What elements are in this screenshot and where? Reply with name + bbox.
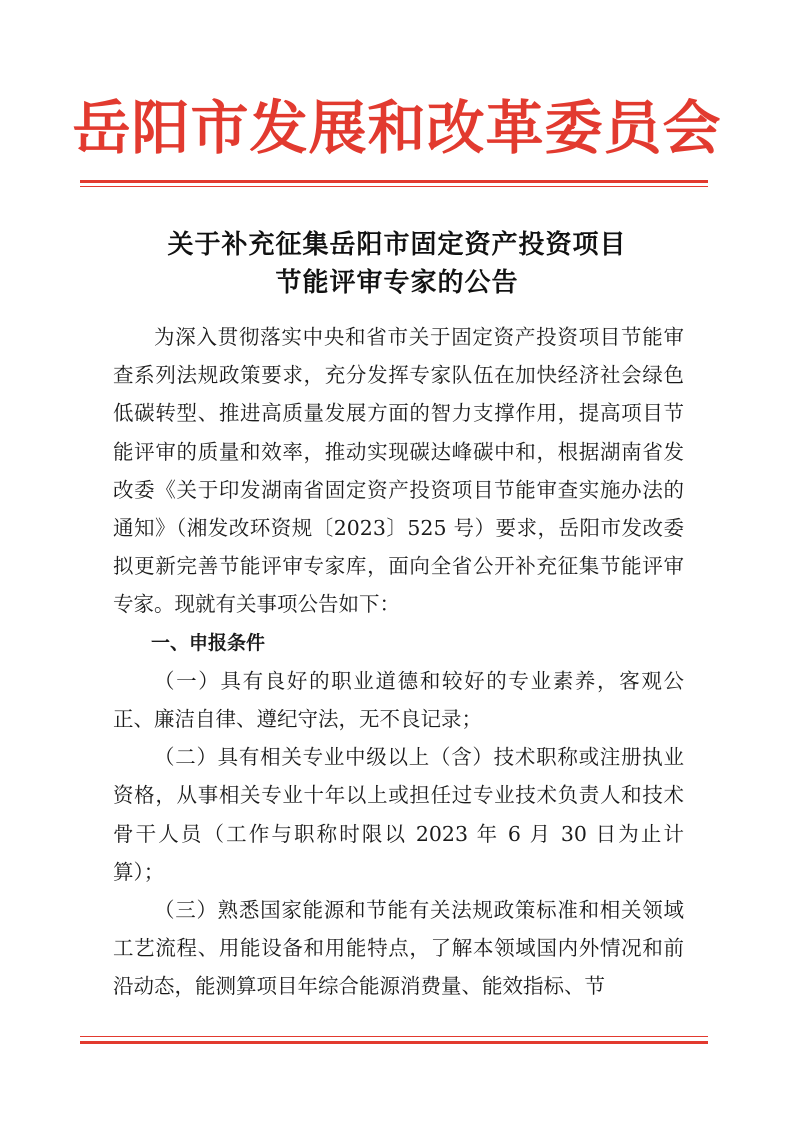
condition-item-1: （一）具有良好的职业道德和较好的专业素养，客观公正、廉洁自律、遵纪守法，无不良记录；: [113, 668, 684, 732]
masthead-org-name: 岳阳市发展和改革委员会: [72, 94, 722, 162]
document-body: [113, 318, 684, 1006]
footer-rule-thick: [80, 1041, 708, 1044]
document-title-line1: 关于补充征集岳阳市固定资产投资项目: [167, 230, 627, 260]
section-heading-conditions: 一、申报条件: [151, 631, 266, 654]
footer-rule-thin: [80, 1036, 708, 1037]
header-rule-thick: [80, 180, 708, 183]
condition-item-2: （二）具有相关专业中级以上（含）技术职称或注册执业资格，从事相关专业十年以上或担任过专业技术负责人和技术骨干人员（工作与职称时限以 2023 年 6 月 30 日为止计算）；: [113, 745, 684, 884]
document-title-line2: 节能评审专家的公告: [275, 268, 519, 298]
condition-item-3: （三）熟悉国家能源和节能有关法规政策标准和相关领域工艺流程、用能设备和用能特点，了解本领域国内外情况和前沿动态，能测算项目年综合能源消费量、能效指标、节: [113, 898, 684, 999]
intro-paragraph: 为深入贯彻落实中央和省市关于固定资产投资项目节能审查系列法规政策要求，充分发挥专家队伍在加快经济社会绿色低碳转型、推进高质量发展方面的智力支撑作用，提高项目节能评审的质量和效率，推动实现碳达峰碳中和，根据湖南省发改委《关于印发湖南省固定资产投资项目节能审查实施办法的通知》（湘发改环资规〔2023〕525 号）要求，岳阳市发改委拟更新完善节能评审专家库，面向全省公开补充征集节能评审专家。现就有关事项公告如下：: [113, 325, 684, 617]
header-rule-thin: [80, 186, 708, 187]
